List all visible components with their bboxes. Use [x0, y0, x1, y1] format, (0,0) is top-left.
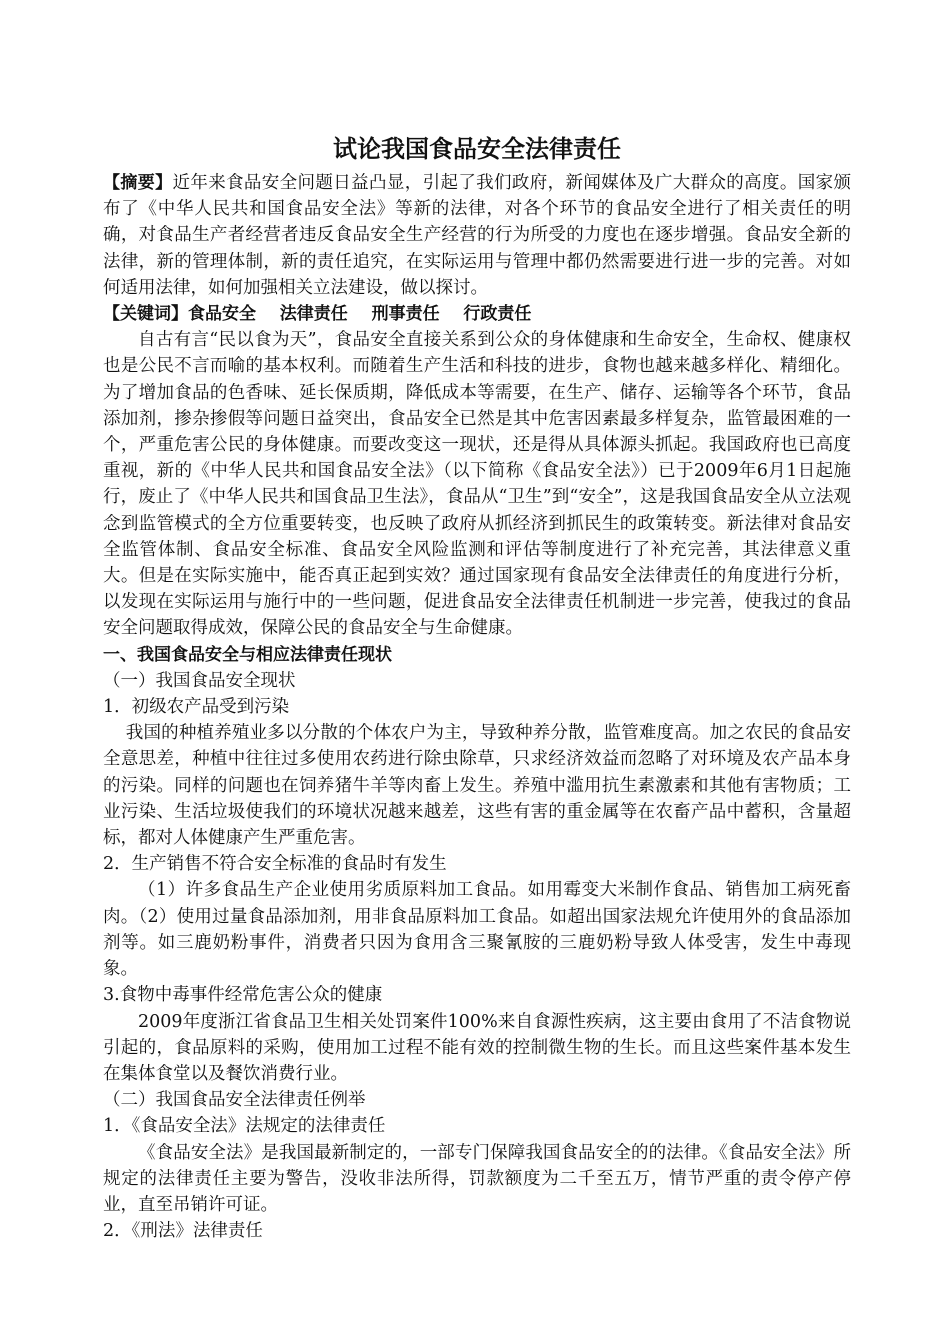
- keyword: 刑事责任: [371, 304, 440, 325]
- keyword: 法律责任: [279, 304, 348, 325]
- item-paragraph: 2009年度浙江省食品卫生相关处罚案件100%来自食源性疾病，这主要由食用了不洁食物说引起的，食品原料的采购，使用加工过程不能有效的控制微生物的生长。而且这些案件基本发生在集体食堂以及餐饮消费行业。: [103, 1011, 851, 1084]
- item-paragraph: 我国的种植养殖业多以分散的个体农户为主，导致种养分散，监管难度高。加之农民的食品安全意思差，种植中往往过多使用农药进行除虫除草，只求经济效益而忽略了对环境及农产品本身的污染。同样的问题也在饲养猪牛羊等肉畜上发生。养殖中滥用抗生素激素和其他有害物质；工业污染、生活垃圾使我们的环境状况越来越差，这些有害的重金属等在农畜产品中蓄积，含量超标，都对人体健康产生严重危害。: [103, 723, 851, 849]
- item-heading: 1．《食品安全法》法规定的法律责任: [103, 1116, 386, 1137]
- item-heading: 2．《刑法》法律责任: [103, 1221, 263, 1242]
- keyword: 食品安全: [188, 304, 256, 325]
- abstract-label: 【摘要】: [103, 173, 173, 193]
- keywords-label: 【关键词】: [103, 304, 188, 325]
- section-heading: 一、我国食品安全与相应法律责任现状: [103, 644, 392, 665]
- page-title: 试论我国食品安全法律责任: [333, 135, 621, 163]
- keyword: 行政责任: [463, 304, 532, 325]
- keywords-line: [103, 301, 851, 327]
- item-paragraph: 《食品安全法》是我国最新制定的，一部专门保障我国食品安全的的法律。《食品安全法》所规定的法律责任主要为警告，没收非法所得，罚款额度为二千至五万，情节严重的责令停产停业，直至吊销许可证。: [103, 1142, 851, 1215]
- item-heading: 1．初级农产品受到污染: [103, 697, 290, 718]
- subsection-heading: （一）我国食品安全现状: [103, 670, 296, 691]
- abstract-paragraph: [103, 170, 851, 301]
- subsection-heading: （二）我国食品安全法律责任例举: [103, 1090, 366, 1111]
- item-heading: 3.食物中毒事件经常危害公众的健康: [103, 985, 383, 1006]
- item-paragraph: （1）许多食品生产企业使用劣质原料加工食品。如用霉变大米制作食品、销售加工病死畜肉。（2）使用过量食品添加剂，用非食品原料加工食品。如超出国家法规允许使用外的食品添加剂等。如三鹿奶粉事件，消费者只因为食用含三聚氰胺的三鹿奶粉导致人体受害，发生中毒现象。: [103, 880, 851, 980]
- intro-paragraph: 自古有言“民以食为天”，食品安全直接关系到公众的身体健康和生命安全，生命权、健康权也是公民不言而喻的基本权利。而随着生产生活和科技的进步，食物也越来越多样化、精细化。为了增加食品的色香味、延长保质期，降低成本等需要，在生产、储存、运输等各个环节，食品添加剂，掺杂掺假等问题日益突出，食品安全已然是其中危害因素最多样复杂，监管最困难的一个，严重危害公民的身体健康。而要改变这一现状，还是得从具体源头抓起。我国政府也已高度重视，新的《中华人民共和国食品安全法》（以下简称《食品安全法》）已于2009年6月1日起施行，废止了《中华人民共和国食品卫生法》，食品从“卫生”到“安全”，这是我国食品安全从立法观念到监管模式的全方位重要转变，也反映了政府从抓经济到抓民生的政策转变。新法律对食品安全监管体制、食品安全标准、食品安全风险监测和评估等制度进行了补充完善，其法律意义重大。但是在实际实施中，能否真正起到实效？通过国家现有食品安全法律责任的角度进行分析，以发现在实际运用与施行中的一些问题，促进食品安全法律责任机制进一步完善，使我过的食品安全问题取得成效，保障公民的食品安全与生命健康。: [103, 330, 851, 639]
- item-heading: 2．生产销售不符合安全标准的食品时有发生: [103, 854, 447, 875]
- abstract-text: 近年来食品安全问题日益凸显，引起了我们政府，新闻媒体及广大群众的高度。国家颁布了《中华人民共和国食品安全法》等新的法律，对各个环节的食品安全进行了相关责任的明确，对食品生产者经营者违反食品安全生产经营的行为所受的力度也在逐步增强。食品安全新的法律，新的管理体制，新的责任追究，在实际运用与管理中都仍然需要进行进一步的完善。对如何适用法律，如何加强相关立法建设，做以探讨。: [103, 173, 852, 298]
- document-page: [103, 132, 851, 1244]
